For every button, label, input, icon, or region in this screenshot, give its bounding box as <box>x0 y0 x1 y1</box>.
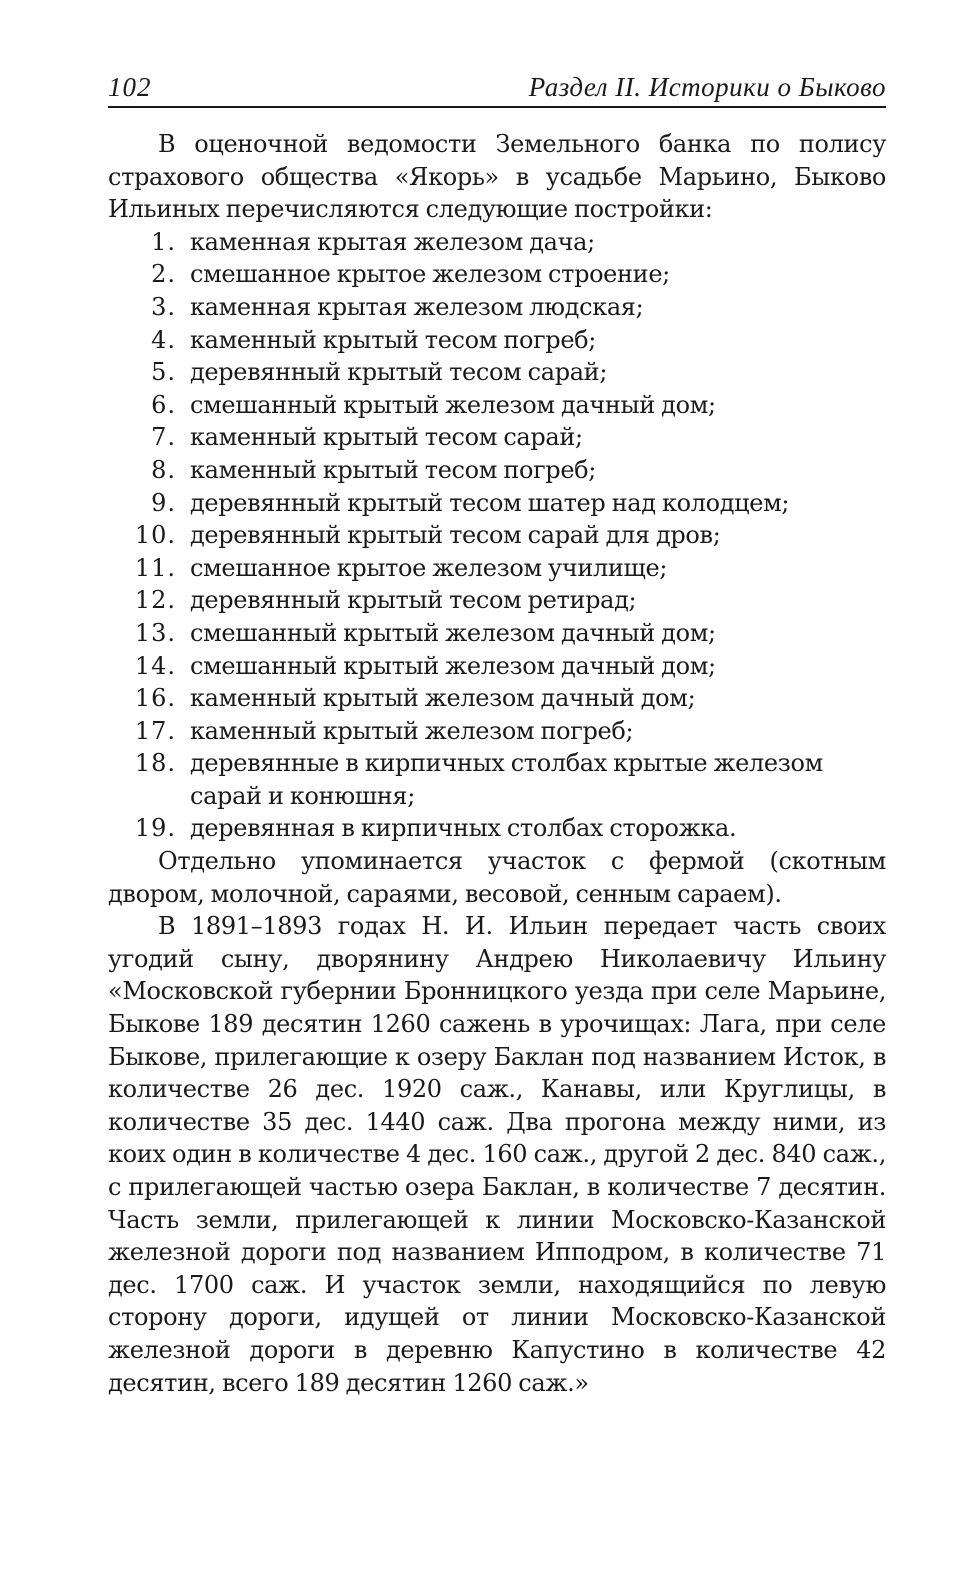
list-item-number: 10. <box>134 521 176 550</box>
list-item-number: 2. <box>151 260 176 289</box>
list-item-number: 13. <box>134 618 176 647</box>
list-item-number: 6. <box>151 390 176 419</box>
list-item-text: смешанный крытый железом дачный дом; <box>190 618 716 647</box>
page-header <box>108 70 886 108</box>
list-item-text: деревянный крытый тесом сарай для дров; <box>190 521 721 550</box>
list-item <box>108 356 886 389</box>
list-item-text: смешанный крытый железом дачный дом; <box>190 390 716 419</box>
list-item <box>108 682 886 715</box>
list-item <box>108 519 886 552</box>
list-item-number: 5. <box>151 358 176 387</box>
page-number: 102 <box>108 72 152 102</box>
running-title: Раздел II. Историки о Быково <box>528 72 886 102</box>
list-item-number: 8. <box>151 455 176 484</box>
intro-paragraph: В оценочной ведомости Земельного банка по полису страхового общества «Якорь» в усадьбе Марьино, Быково Ильиных перечисляются следующие постройки: <box>108 130 886 224</box>
list-item <box>108 812 886 845</box>
list-item-text: деревянный крытый тесом сарай; <box>190 358 608 387</box>
list-item <box>108 650 886 683</box>
list-item-number: 12. <box>134 586 176 615</box>
list-item <box>108 552 886 585</box>
list-item-number: 16. <box>134 684 176 713</box>
list-item-number: 9. <box>151 488 176 517</box>
list-item-number: 14. <box>134 651 176 680</box>
list-item <box>108 715 886 748</box>
list-item <box>108 291 886 324</box>
list-item-text: каменный крытый тесом сарай; <box>190 423 583 452</box>
list-item-text: каменный крытый железом дачный дом; <box>190 684 696 713</box>
list-item-text: каменная крытая железом дача; <box>190 227 595 256</box>
list-item-text: каменный крытый железом погреб; <box>190 716 634 745</box>
list-item-text: смешанное крытое железом училище; <box>190 553 668 582</box>
list-item-number: 4. <box>151 325 176 354</box>
list-item-text: каменный крытый тесом погреб; <box>190 455 597 484</box>
list-item <box>108 389 886 422</box>
list-item <box>108 617 886 650</box>
list-item-number: 1. <box>151 227 176 256</box>
page-body <box>108 128 886 1399</box>
list-item <box>108 258 886 291</box>
list-item <box>108 747 886 812</box>
list-item <box>108 421 886 454</box>
list-item-text: деревянный крытый тесом ретирад; <box>190 586 637 615</box>
list-item-text: каменный крытый тесом погреб; <box>190 325 597 354</box>
list-item-number: 19. <box>134 814 176 843</box>
list-item-text: каменная крытая железом людская; <box>190 292 644 321</box>
list-item <box>108 324 886 357</box>
list-item-number: 3. <box>151 292 176 321</box>
list-item-number: 7. <box>151 423 176 452</box>
list-item-text: деревянные в кирпичных столбах крытые железом сарай и конюшня; <box>190 749 823 810</box>
list-item-text: смешанное крытое железом строение; <box>190 260 670 289</box>
list-item <box>108 454 886 487</box>
list-item-number: 18. <box>134 749 176 778</box>
list-item <box>108 584 886 617</box>
list-item-number: 17. <box>134 716 176 745</box>
list-item-number: 11. <box>134 553 176 582</box>
list-item-text: смешанный крытый железом дачный дом; <box>190 651 716 680</box>
list-item-text: деревянная в кирпичных столбах сторожка. <box>190 814 737 843</box>
list-item <box>108 487 886 520</box>
list-item <box>108 226 886 259</box>
buildings-list <box>108 226 886 845</box>
farm-paragraph: Отдельно упоминается участок с фермой (скотным двором, молочной, сараями, весовой, сенным сараем). <box>108 847 886 908</box>
book-page <box>108 70 886 1399</box>
land-paragraph: В 1891–1893 годах Н. И. Ильин передает часть своих угодий сыну, дворянину Андрею Николаевичу Ильину «Московской губернии Бронницкого уезда при селе Марьине, Быкове 189 десятин 1260 сажень в урочищах: Лага, при селе Быкове, прилегающие к озеру Баклан под названием Исток, в количестве 26 дес. 1920 саж., Канавы, или Круглицы, в количестве 35 дес. 1440 саж. Два прогона между ними, из коих один в количестве 4 дес. 160 саж., другой 2 дес. 840 саж., с прилегающей частью озера Баклан, в количестве 7 десятин. Часть земли, прилегающей к линии Московско-Казанской железной дороги под названием Ипподром, в количестве 71 дес. 1700 саж. И участок земли, находящийся по левую сторону дороги, идущей от линии Московско-Казанской железной дороги в деревню Капустино в количестве 42 десятин, всего 189 десятин 1260 саж.» <box>108 912 886 1397</box>
list-item-text: деревянный крытый тесом шатер над колодцем; <box>190 488 790 517</box>
